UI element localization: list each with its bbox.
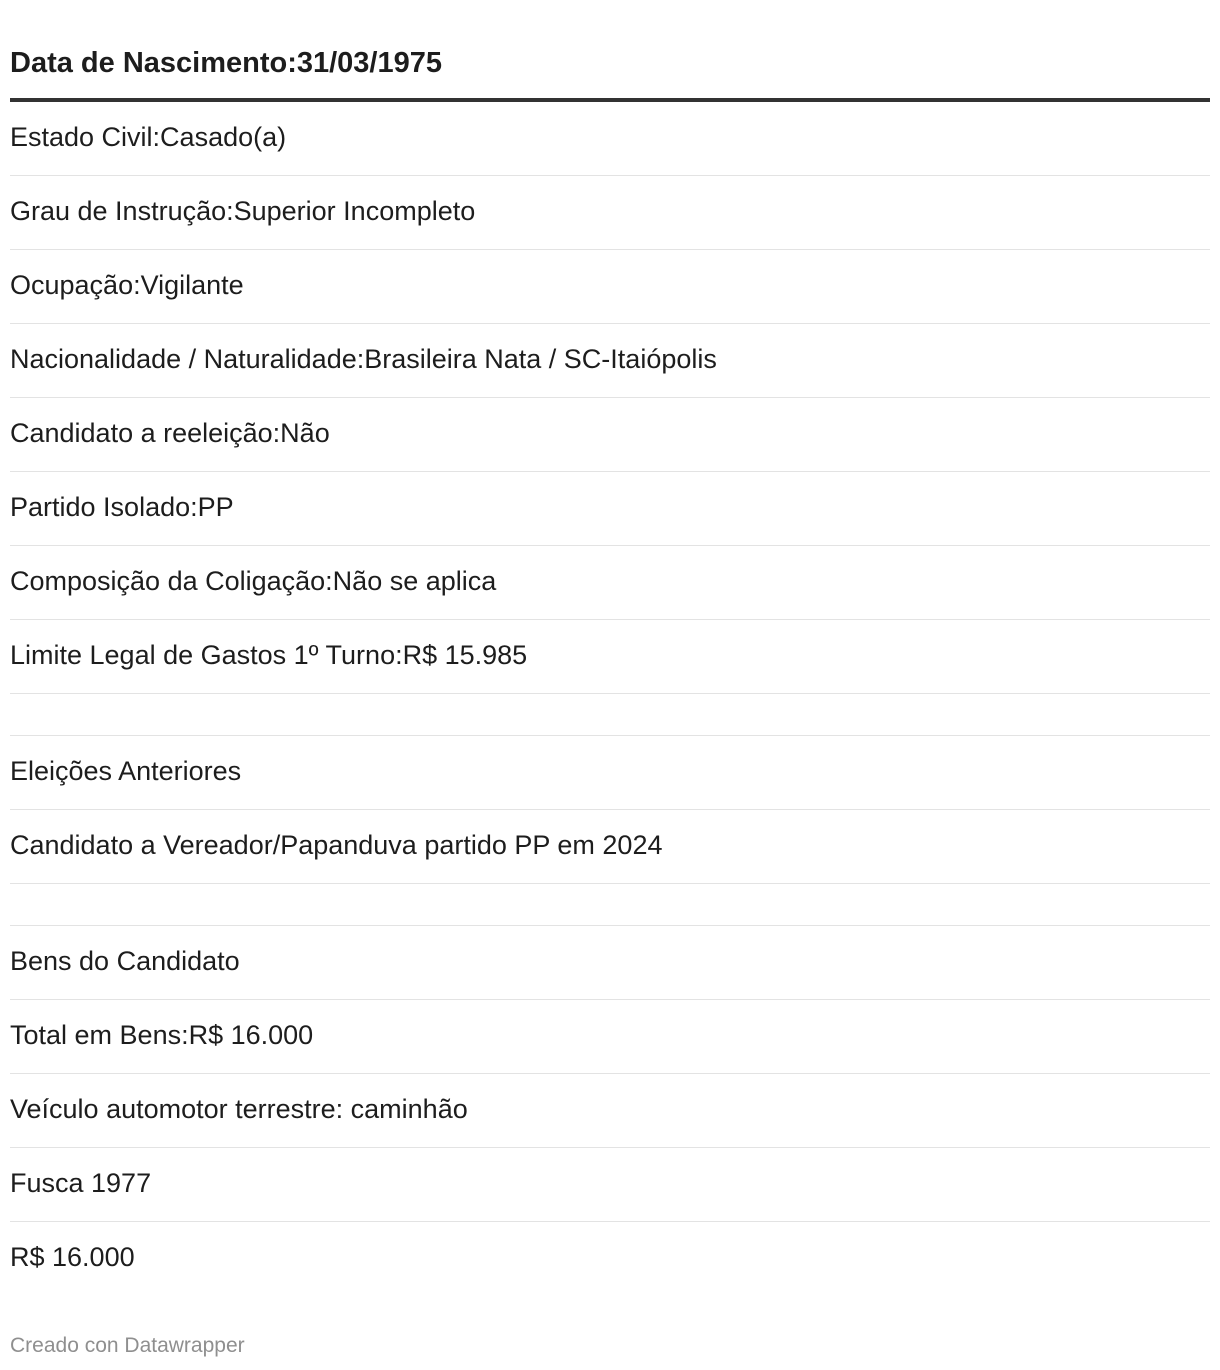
row-text: Grau de Instrução:Superior Incompleto — [10, 196, 476, 226]
table-row-assets-title — [10, 926, 1210, 1000]
table-row-asset-value — [10, 1222, 1210, 1295]
table-row-coalition — [10, 546, 1210, 620]
row-text: Nacionalidade / Naturalidade:Brasileira Nata / SC-Itaiópolis — [10, 344, 717, 374]
table-row-previous-election — [10, 810, 1210, 884]
row-text: Bens do Candidato — [10, 946, 240, 976]
table-row-spending-limit — [10, 620, 1210, 694]
row-text: Limite Legal de Gastos 1º Turno:R$ 15.985 — [10, 640, 528, 670]
row-text: Partido Isolado:PP — [10, 492, 234, 522]
datawrapper-credit: Creado con Datawrapper — [10, 1334, 245, 1357]
table-row-empty — [10, 884, 1210, 926]
row-text: R$ 16.000 — [10, 1242, 135, 1272]
row-text: Fusca 1977 — [10, 1168, 152, 1198]
row-text: Eleições Anteriores — [10, 756, 242, 786]
table-row-asset-type — [10, 1074, 1210, 1148]
row-text: Composição da Coligação:Não se aplica — [10, 566, 497, 596]
row-text: Total em Bens:R$ 16.000 — [10, 1020, 314, 1050]
row-text: Ocupação:Vigilante — [10, 270, 244, 300]
table-row-party — [10, 472, 1210, 546]
row-text: Estado Civil:Casado(a) — [10, 122, 287, 152]
table-row-reelection — [10, 398, 1210, 472]
table-header — [10, 0, 1210, 102]
table-row-total-assets — [10, 1000, 1210, 1074]
table-row-marital-status — [10, 102, 1210, 176]
row-text: Candidato a reeleição:Não — [10, 418, 330, 448]
row-text: Candidato a Vereador/Papanduva partido PP em 2024 — [10, 830, 663, 860]
table-row-asset-description — [10, 1148, 1210, 1222]
table-row-nationality — [10, 324, 1210, 398]
row-text: Veículo automotor terrestre: caminhão — [10, 1094, 468, 1124]
candidate-info-table — [10, 0, 1210, 1295]
header-label: Data de Nascimento:31/03/1975 — [10, 47, 442, 79]
table-row-empty — [10, 694, 1210, 736]
table-row-previous-elections-title — [10, 736, 1210, 810]
table-row-occupation — [10, 250, 1210, 324]
table-row-education — [10, 176, 1210, 250]
